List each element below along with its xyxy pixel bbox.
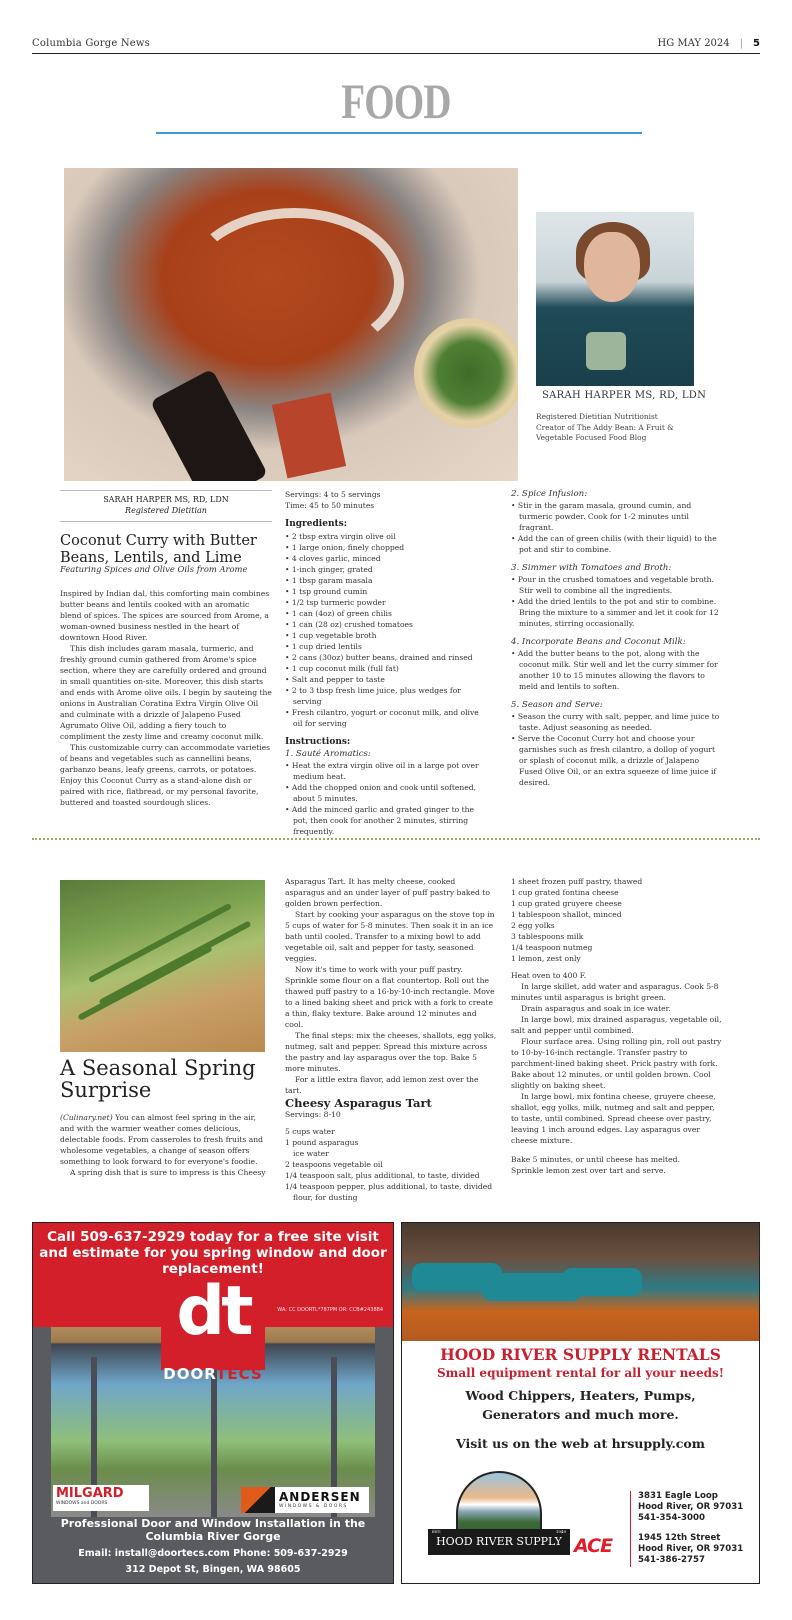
servings: Servings: 4 to 5 servings xyxy=(285,490,381,499)
section-title: FOOD xyxy=(341,73,451,129)
recipe-column-2 xyxy=(511,489,721,788)
ingredient: • 1 cup dried lentils xyxy=(285,641,489,652)
step-title: 1. Sauté Aromatics: xyxy=(285,749,371,759)
author-desc-line: Registered Dietitian Nutritionist xyxy=(536,412,658,421)
garam-masala-bag xyxy=(272,393,346,479)
step-list xyxy=(285,760,489,837)
tart-recipe xyxy=(511,876,723,1176)
ingredient: • 1 can (28 oz) crushed tomatoes xyxy=(285,619,489,630)
dt-logo: dt xyxy=(176,1272,250,1351)
ingredient: • 1 tsp ground cumin xyxy=(285,586,489,597)
paragraph: The final steps: mix the cheeses, shallots, egg yolks, nutmeg, salt and pepper. Spread this mixture across the pastry and lay asparagus over the top. Bake 5 more minutes. xyxy=(285,1031,497,1073)
andersen-name: ANDERSEN xyxy=(279,1490,361,1504)
paragraph: For a little extra flavor, add lemon zest over the tart. xyxy=(285,1075,479,1095)
ad-website[interactable]: Visit us on the web at hrsupply.com xyxy=(456,1436,705,1451)
step-list xyxy=(511,500,721,555)
location-street: 3831 Eagle Loop xyxy=(638,1491,718,1501)
byline-name: SARAH HARPER MS, RD, LDN xyxy=(103,495,229,504)
step-item: • Season the curry with salt, pepper, and lime juice to taste. Adjust seasoning as needed. xyxy=(511,711,721,733)
paragraph: Inspired by Indian dal, this comforting main combines butter beans and lentils cooked with an aromatic blend of spices. The spices are sourced from Arome, a woman-owned business nestled in the heart of downtown Hood River. xyxy=(60,589,270,642)
divider xyxy=(630,1491,631,1567)
hood-river-supply-logo xyxy=(428,1471,570,1565)
items-line: Generators and much more. xyxy=(482,1407,679,1422)
ingredient: 1 lemon, zest only xyxy=(511,954,581,963)
ingredient: 1 sheet frozen puff pastry, thawed xyxy=(511,877,643,886)
chainsaw xyxy=(562,1268,642,1296)
milgard-name: MILGARD xyxy=(56,1486,124,1501)
ingredient: • 4 cloves garlic, minced xyxy=(285,553,489,564)
ingredient: • 1 large onion, finely chopped xyxy=(285,542,489,553)
ingredients-list xyxy=(285,1126,497,1203)
ingredient: 3 tablespoons milk xyxy=(511,932,584,941)
recipe-title: Cheesy Asparagus Tart xyxy=(285,1096,432,1110)
step-item: • Add the butter beans to the pot, along with the coconut milk. Stir well and let the curry simmer for another 10 to 15 minutes allowing the flavors to meld and lentils to soften. xyxy=(511,648,721,692)
direction: In large bowl, mix fontina cheese, gruyere cheese, shallot, egg yolks, milk, nutmeg and salt and pepper, to taste, until combined. Spread cheese over pastry, leaving 1 inch around edges. Lay asparagus over cheese mixture. xyxy=(511,1092,716,1145)
ingredient: • 1/2 tsp turmeric powder xyxy=(285,597,489,608)
tart-body xyxy=(285,876,497,1203)
issue-date: HG MAY 2024 xyxy=(657,38,730,49)
paragraph: A spring dish that is sure to impress is this Cheesy xyxy=(70,1168,266,1177)
step-title: 4. Incorporate Beans and Coconut Milk: xyxy=(511,637,686,647)
hood-river-supply-ad[interactable] xyxy=(401,1222,760,1584)
direction: In large skillet, add water and asparagus. Cook 5-8 minutes until asparagus is bright green. xyxy=(511,982,719,1002)
author-desc-line: Creator of The Addy Bean: A Fruit & xyxy=(536,422,674,432)
andersen-sub: WINDOWS & DOORS xyxy=(279,1504,348,1509)
article-title: Coconut Curry with Butter Beans, Lentils, and Lime xyxy=(60,533,257,566)
cilantro-bowl xyxy=(414,318,518,428)
direction: In large bowl, mix drained asparagus, vegetable oil, salt and pepper until combined. xyxy=(511,1015,722,1035)
ingredient: • 1 can (4oz) of green chilis xyxy=(285,608,489,619)
author-mug xyxy=(586,332,626,370)
ingredient: 1/4 teaspoon pepper, plus additional, to taste, divided flour, for dusting xyxy=(285,1182,493,1202)
byline xyxy=(60,490,272,522)
ingredients-list xyxy=(285,531,489,729)
step-item: • Add the chopped onion and cook until softened, about 5 minutes. xyxy=(285,782,489,804)
paragraph: This dish includes garam masala, turmeric, and freshly ground cumin gathered from Arome's spice section, where they are carefully ordered and ground in small quantities on-site. Moreover, this dish starts and ends with Arome olive oils. I begin by sauteing the onions in Australian Coratina Extra Virgin Olive Oil and culminate with a drizzle of Jalapeno Fused Agrumato Olive Oil, adding a fiery touch to compliment the zesty lime and creamy coconut milk. xyxy=(60,644,272,741)
ingredient: • Fresh cilantro, yogurt or coconut milk, and olive oil for serving xyxy=(285,707,489,729)
location-city: Hood River, OR 97031 xyxy=(638,1544,744,1554)
ingredient: 2 egg yolks xyxy=(511,921,555,930)
milgard-logo xyxy=(53,1485,149,1511)
andersen-logo xyxy=(241,1487,369,1513)
header-rule xyxy=(32,53,760,54)
ingredient: • 1-inch ginger, grated xyxy=(285,564,489,575)
ad-subtitle: Small equipment rental for all your needs! xyxy=(437,1366,724,1380)
time: Time: 45 to 50 minutes xyxy=(285,501,375,510)
ad-address: 312 Depot St, Bingen, WA 98605 xyxy=(125,1564,301,1575)
section-rule xyxy=(156,132,642,134)
author-caption: SARAH HARPER MS, RD, LDN xyxy=(542,390,707,401)
paragraph: Asparagus Tart. It has melty cheese, cooked asparagus and an under layer of puff pastry baked to golden brown perfection. xyxy=(285,877,490,908)
step-item: • Pour in the crushed tomatoes and vegetable broth. Stir well to combine all the ingredients. xyxy=(511,574,721,596)
tart-article-title: A Seasonal Spring Surprise xyxy=(60,1056,256,1102)
direction: Heat oven to 400 F. xyxy=(511,971,587,980)
servings: Servings: 8-10 xyxy=(285,1110,341,1119)
author-description xyxy=(536,412,726,444)
step-title: 5. Season and Serve: xyxy=(511,700,603,710)
logo-est: EST. xyxy=(432,1529,442,1534)
ingredients-heading: Ingredients: xyxy=(285,519,348,529)
article-subtitle: Featuring Spices and Olive Oils from Arome xyxy=(60,564,248,574)
step-item: • Add the minced garlic and grated ginger to the pot, then cook for another 2 minutes, stirring frequently. xyxy=(285,804,489,837)
items-line: Wood Chippers, Heaters, Pumps, xyxy=(465,1388,696,1403)
ingredient: 1/4 teaspoon nutmeg xyxy=(511,943,593,952)
andersen-mark-icon xyxy=(241,1487,275,1513)
instructions-heading: Instructions: xyxy=(285,737,351,747)
section-divider xyxy=(32,838,760,840)
ingredient: • 1 cup coconut milk (full fat) xyxy=(285,663,489,674)
direction: Bake 5 minutes, or until cheese has melted. xyxy=(511,1155,680,1164)
license-number: WA: CC DOORTL*787PM OR: CCB#243884 xyxy=(277,1307,383,1313)
olive-oil-bottle xyxy=(150,369,268,481)
paragraph: This customizable curry can accommodate varieties of beans and vegetables such as cannellini beans, garbanzo beans, leafy greens, carrots, or potatoes. Enjoy this Coconut Curry as a stand-alone dish or paired with rice, flatbread, or my personal favorite, buttered and toasted sourdough slices. xyxy=(60,743,271,807)
step-list xyxy=(511,648,721,692)
step-list xyxy=(511,711,721,788)
ingredients-list xyxy=(511,876,723,964)
step-title: 3. Simmer with Tomatoes and Broth: xyxy=(511,563,672,573)
page-number: 5 xyxy=(753,38,760,49)
equipment-photo xyxy=(402,1223,759,1341)
step-title: 2. Spice Infusion: xyxy=(511,489,588,499)
cream-swirl xyxy=(184,208,404,358)
tart-photo xyxy=(60,880,265,1052)
paragraph: Now it's time to work with your puff pastry. Sprinkle some flour on a flat countertop. Roll out the thawed puff pastry to a 16-by-10-inch rectangle. Move to a lined baking sheet and prick with a fork to create a thin, flaky texture. Bake around 12 minutes and cool. xyxy=(285,965,495,1029)
step-list xyxy=(511,574,721,629)
ingredient: 1/4 teaspoon salt, plus additional, to taste, divided xyxy=(285,1171,480,1180)
milgard-sub: WINDOWS and DOORS xyxy=(56,1501,108,1506)
issue-info xyxy=(657,38,760,49)
logo-year: 1949 xyxy=(555,1529,566,1534)
brand-door: DOOR xyxy=(163,1365,217,1383)
doortecs-brand xyxy=(33,1365,393,1383)
ad-headline: Call 509-637-2929 today for a free site visit and estimate for you spring window and door replacement! xyxy=(39,1229,387,1277)
ad-footer xyxy=(33,1517,393,1575)
author-face xyxy=(584,232,640,302)
ingredient: 1 tablespoon shallot, minced xyxy=(511,910,622,919)
ingredient: 1 cup grated gruyere cheese xyxy=(511,899,622,908)
direction: Flour surface area. Using rolling pin, roll out pastry to 10-by-16-inch rectangle. Transfer pastry to parchment-lined baking sheet. Prick pastry with fork. Bake about 12 minutes, or until golden brown. Cool slightly on baking sheet. xyxy=(511,1037,722,1090)
ingredient: • 2 cans (30oz) butter beans, drained and rinsed xyxy=(285,652,489,663)
step-item: • Serve the Coconut Curry hot and choose your garnishes such as fresh cilantro, a dollop of yogurt or splash of coconut milk, a drizzle of Jalapeno Fused Olive Oil, or an extra squeeze of lime juice if desired. xyxy=(511,733,721,788)
ingredient: 5 cups water xyxy=(285,1127,335,1136)
ingredient: • Salt and pepper to taste xyxy=(285,674,489,685)
direction: Drain asparagus and soak in ice water. xyxy=(521,1004,671,1013)
location-city: Hood River, OR 97031 xyxy=(638,1502,744,1512)
location-phone: 541-386-2757 xyxy=(638,1555,705,1565)
asparagus-spear xyxy=(77,945,212,1021)
ace-logo: ACE xyxy=(574,1535,613,1557)
ad-tagline: Professional Door and Window Installation in the Columbia River Gorge xyxy=(60,1517,366,1543)
paragraph xyxy=(60,1112,272,1167)
ad-contact: Email: install@doortecs.com Phone: 509-637-2929 xyxy=(78,1548,348,1559)
ingredient: ice water xyxy=(293,1149,329,1158)
dt-logo-box xyxy=(161,1272,265,1370)
ingredient: • 2 tbsp extra virgin olive oil xyxy=(285,531,489,542)
publication-name: Columbia Gorge News xyxy=(32,38,150,49)
step-item: • Add the can of green chilis (with their liquid) to the pot and stir to combine. xyxy=(511,533,721,555)
ingredient: • 1 tbsp garam masala xyxy=(285,575,489,586)
article-body xyxy=(60,588,272,808)
source: (Culinary.net) xyxy=(60,1113,113,1122)
step-item: • Stir in the garam masala, ground cumin, and turmeric powder. Cook for 1-2 minutes until fragrant. xyxy=(511,500,721,533)
logo-text: HOOD RIVER SUPPLY xyxy=(428,1529,570,1555)
author-photo xyxy=(536,212,694,386)
paragraph: Start by cooking your asparagus on the stove top in 5 cups of water for 5-8 minutes. Then soak it in an ice bath until cooled. Transfer to a mixing bowl to add vegetable oil, salt and pepper for tasty, seasoned veggies. xyxy=(285,910,495,963)
ad-title: HOOD RIVER SUPPLY RENTALS xyxy=(440,1345,721,1364)
recipe-column-1 xyxy=(285,489,489,837)
locations xyxy=(638,1491,743,1566)
ingredient: • 2 to 3 tbsp fresh lime juice, plus wedges for serving xyxy=(285,685,489,707)
ingredient: • 1 cup vegetable broth xyxy=(285,630,489,641)
author-desc-line: Vegetable Focused Food Blog xyxy=(536,433,647,442)
ad-items xyxy=(402,1386,759,1424)
step-item: • Heat the extra virgin olive oil in a large pot over medium heat. xyxy=(285,760,489,782)
byline-role: Registered Dietitian xyxy=(125,506,207,515)
ingredient: 1 cup grated fontina cheese xyxy=(511,888,619,897)
final-steps xyxy=(511,1154,723,1176)
brand-tecs: TECS xyxy=(216,1365,263,1383)
location-street: 1945 12th Street xyxy=(638,1533,721,1543)
direction: Sprinkle lemon zest over tart and serve. xyxy=(511,1166,666,1175)
tart-intro xyxy=(60,1112,272,1178)
location-phone: 541-354-3000 xyxy=(638,1513,705,1523)
step-item: • Add the dried lentils to the pot and stir to combine. Bring the mixture to a simmer and let it cook for 12 minutes, stirring occasionally. xyxy=(511,596,721,629)
curry-photo xyxy=(64,168,518,481)
separator: | xyxy=(739,38,744,49)
doortecs-ad[interactable] xyxy=(32,1222,394,1584)
ingredient: 1 pound asparagus xyxy=(285,1138,359,1147)
ingredient: 2 teaspoons vegetable oil xyxy=(285,1160,383,1169)
directions xyxy=(511,970,723,1146)
intro-text: You can almost feel spring in the air, and with the warmer weather comes delicious, delectable foods. From casseroles to fresh fruits and wholesome vegetables, a change of season offers something to look forward to for everyone's foodie. xyxy=(60,1113,264,1166)
